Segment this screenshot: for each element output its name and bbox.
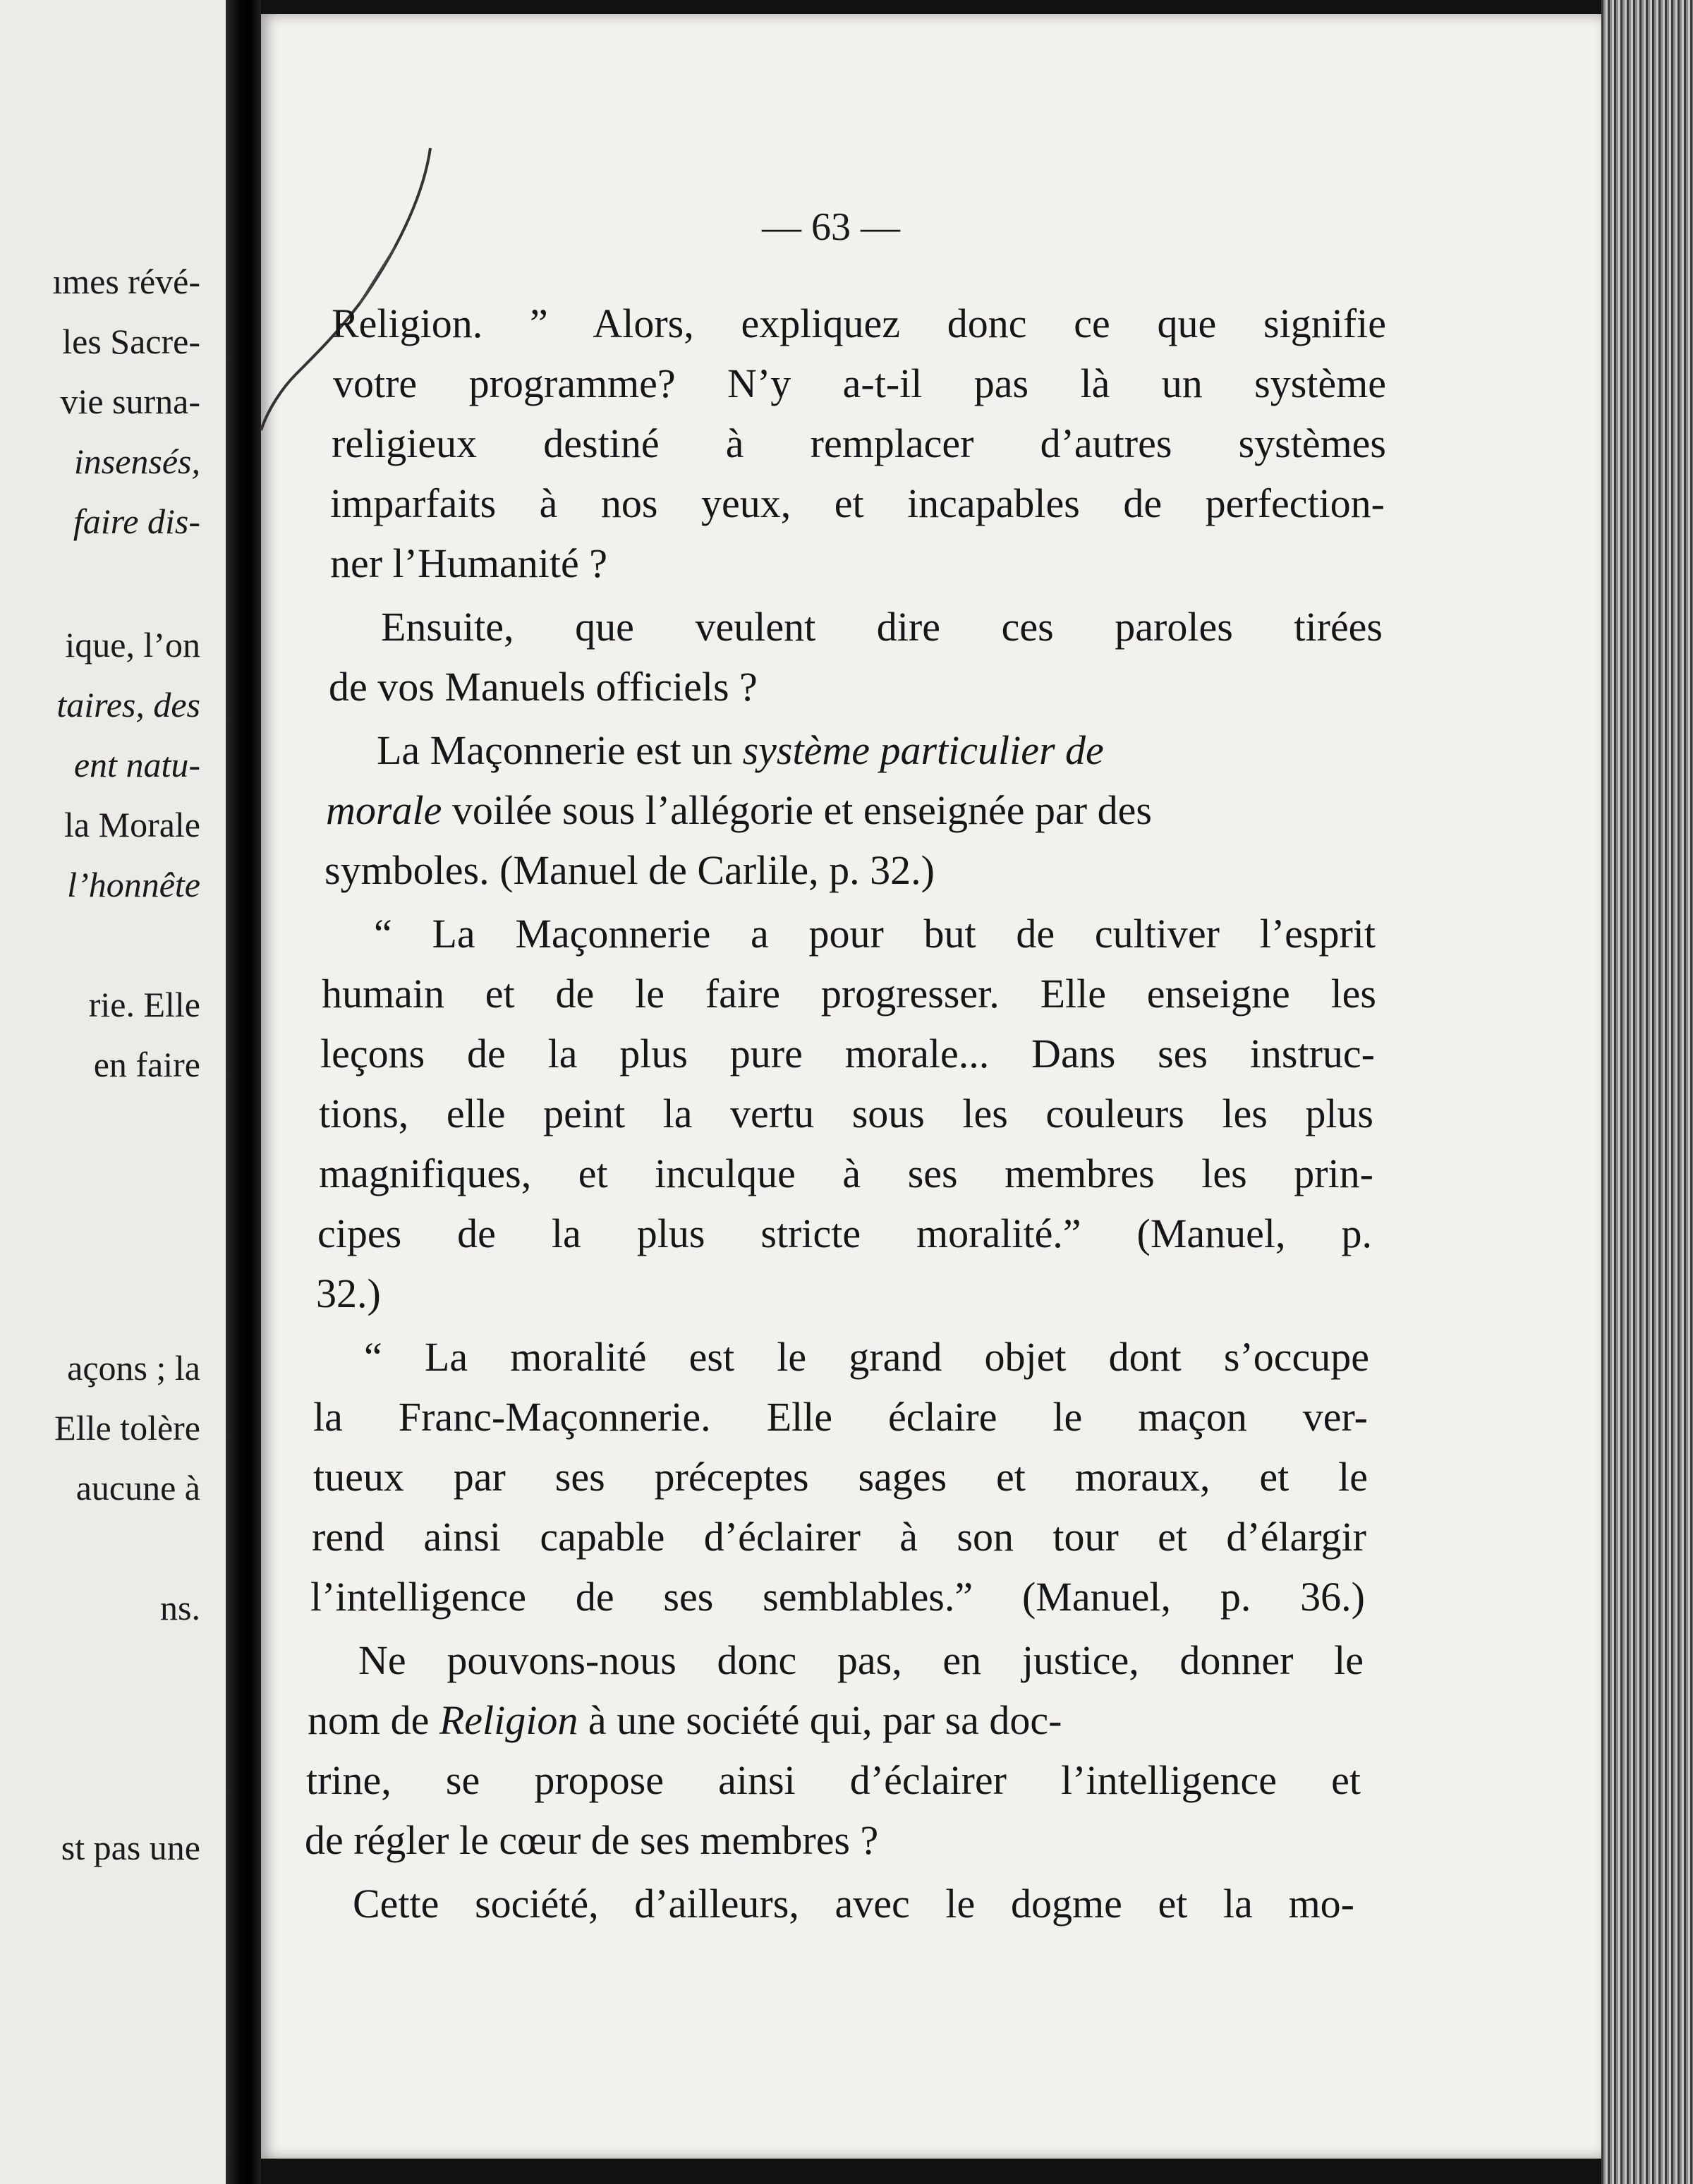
text-segment: nom de Religion à une société qui, par sa doc-: [308, 1697, 1062, 1743]
text-line: “ La moralité est le grand objet dont s’occupe: [364, 1334, 1369, 1380]
text-line: religieux destiné à remplacer d’autres systèmes: [332, 420, 1386, 466]
text-line: symboles. (Manuel de Carlile, p. 32.): [324, 847, 935, 893]
left-line: les Sacre-: [62, 322, 200, 361]
left-line: ent natu-: [73, 745, 200, 784]
text-line: humain et de le faire progresser. Elle enseigne les: [322, 971, 1376, 1017]
left-line: ns.: [160, 1588, 200, 1627]
text-line: “ La Maçonnerie a pour but de cultiver l’esprit: [374, 911, 1376, 957]
left-line: la Morale: [64, 805, 200, 844]
text-line: trine, se propose ainsi d’éclairer l’intelligence et: [306, 1757, 1361, 1803]
text-line: leçons de la plus pure morale... Dans ses instruc-: [320, 1031, 1375, 1076]
text-line: tions, elle peint la vertu sous les couleurs les plus: [319, 1091, 1373, 1136]
left-line: aucune à: [75, 1468, 200, 1507]
text-line: tueux par ses préceptes sages et moraux, et le: [313, 1454, 1368, 1500]
left-page-fragment: [0, 0, 226, 2184]
left-line: ique, l’on: [65, 625, 200, 665]
text-line: Religion. ” Alors, expliquez donc ce que signifie: [332, 301, 1386, 346]
text-line: ner l’Humanité ?: [330, 540, 607, 586]
text-line: [308, 1697, 1362, 1744]
left-line: insensés,: [73, 442, 200, 481]
text-line: de vos Manuels officiels ?: [329, 664, 758, 710]
text-line: 32.): [316, 1270, 381, 1316]
text-line: Cette société, d’ailleurs, avec le dogme et la mo-: [353, 1881, 1354, 1927]
text-line: de régler le cœur de ses membres ?: [305, 1817, 879, 1863]
text-line: rend ainsi capable d’éclairer à son tour et d’élargir: [312, 1514, 1366, 1560]
text-line: [326, 787, 1381, 834]
text-line: imparfaits à nos yeux, et incapables de perfection-: [330, 480, 1385, 526]
text-line: magnifiques, et inculque à ses membres les prin-: [319, 1151, 1373, 1196]
left-line: taires, des: [56, 685, 200, 724]
page-edges: [1601, 0, 1693, 2184]
text-segment: morale voilée sous l’allégorie et enseignée par des: [326, 787, 1152, 833]
left-line: açons ; la: [67, 1348, 200, 1388]
text-line: Ensuite, que veulent dire ces paroles tirées: [381, 604, 1383, 650]
text-line: [377, 727, 1378, 774]
left-line: l’honnête: [67, 865, 200, 904]
text-line: l’intelligence de ses semblables.” (Manuel, p. 36.): [310, 1574, 1365, 1620]
left-line: ımes révé-: [52, 262, 200, 301]
text-line: Ne pouvons-nous donc pas, en justice, donner le: [358, 1637, 1364, 1683]
left-line: st pas une: [61, 1828, 200, 1867]
left-line: faire dis-: [73, 502, 200, 541]
text-line: cipes de la plus stricte moralité.” (Manuel, p.: [317, 1211, 1372, 1256]
left-line: vie surna-: [60, 382, 200, 421]
left-line: en faire: [93, 1045, 200, 1084]
text-line: votre programme? N’y a-t-il pas là un système: [333, 360, 1386, 406]
left-line: Elle tolère: [54, 1408, 200, 1448]
left-line: rie. Elle: [88, 985, 200, 1024]
page-number: — 63 —: [762, 205, 900, 249]
text-line: la Franc-Maçonnerie. Elle éclaire le maçon ver-: [313, 1394, 1368, 1440]
text-segment: La Maçonnerie est un système particulier de: [377, 727, 1104, 773]
